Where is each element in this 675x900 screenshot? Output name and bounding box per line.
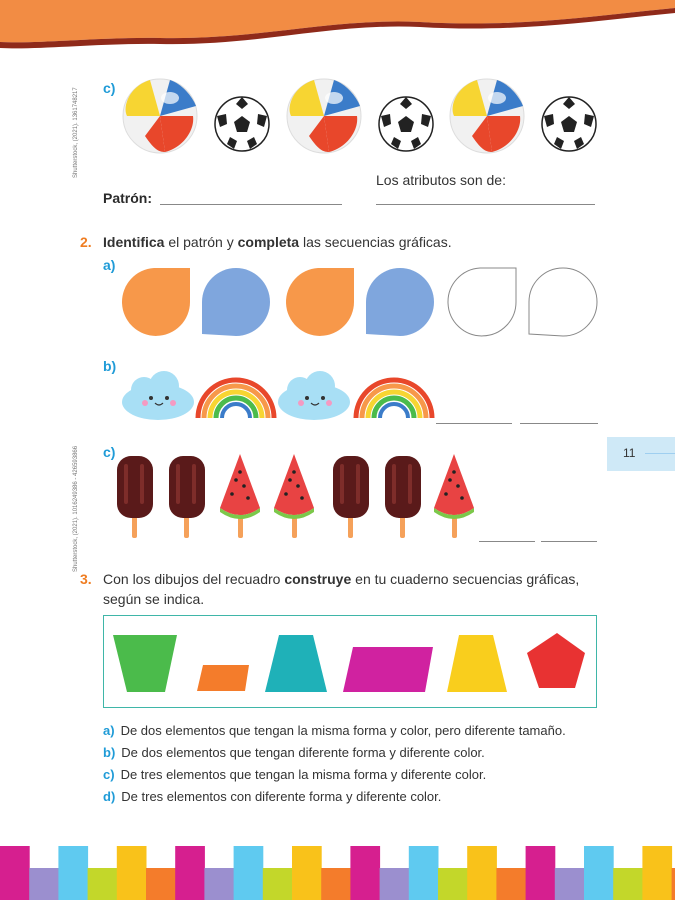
- stripe-block: [204, 868, 234, 900]
- rainbow-icon: [198, 380, 274, 418]
- teal-trapezoid-shape: [265, 635, 327, 692]
- q3-option-b-label: b): [103, 745, 116, 760]
- blue-drop-shape: [366, 268, 434, 336]
- q2-verb-identify: Identifica: [103, 234, 165, 250]
- attributes-label: Los atributos son de:: [376, 172, 506, 188]
- q3-option-a-text: De dos elementos que tengan la misma forma y color, pero diferente tamaño.: [120, 723, 566, 738]
- q3-line1: [103, 571, 579, 587]
- beach-ball-icon: [287, 79, 361, 153]
- balls-sequence: [118, 76, 608, 160]
- shapes-box: [103, 615, 597, 709]
- c-answer-line-1[interactable]: [479, 541, 535, 542]
- popsicle-sequence: [112, 450, 482, 545]
- beach-ball-icon: [123, 79, 197, 153]
- q3-option-b-text: De dos elementos que tengan diferente forma y diferente color.: [121, 745, 485, 760]
- stripe-block: [526, 846, 556, 900]
- stripe-block: [234, 846, 264, 900]
- chocolate-popsicle-icon: [385, 456, 421, 538]
- q3-option-d-text: De tres elementos con diferente forma y diferente color.: [121, 789, 442, 804]
- page-tab-line: [645, 453, 675, 454]
- q2-text-post: las secuencias gráficas.: [299, 234, 452, 250]
- red-pentagon-shape: [527, 633, 585, 688]
- top-banner: [0, 0, 675, 60]
- empty-drop-shape: [529, 268, 597, 336]
- q2-verb-complete: completa: [237, 234, 300, 250]
- cloud-rainbow-sequence: [118, 370, 598, 426]
- drops-sequence: [118, 266, 603, 338]
- stripe-block: [380, 868, 410, 900]
- q3-number: 3.: [80, 571, 92, 587]
- q3-text-pre: Con los dibujos del recuadro: [103, 571, 285, 587]
- stripe-block: [409, 846, 439, 900]
- pattern-answer-line[interactable]: [160, 204, 342, 205]
- q3-option-b: [103, 745, 485, 760]
- part-c-label: c): [103, 80, 116, 96]
- stripe-block: [321, 868, 351, 900]
- chocolate-popsicle-icon: [333, 456, 369, 538]
- q3-text-post: en tu cuaderno secuencias gráficas,: [351, 571, 580, 587]
- stripe-block: [555, 868, 585, 900]
- q3-option-c-text: De tres elementos que tengan la misma forma y diferente color.: [120, 767, 487, 782]
- stripe-block: [0, 846, 30, 900]
- q3-option-c-label: c): [103, 767, 115, 782]
- stripe-block: [117, 846, 147, 900]
- beach-ball-icon: [450, 79, 524, 153]
- stripe-block: [613, 868, 643, 900]
- stripe-block: [642, 846, 672, 900]
- soccer-ball-icon: [542, 97, 596, 151]
- b-answer-line-2[interactable]: [520, 423, 598, 424]
- b-answer-line-1[interactable]: [436, 423, 512, 424]
- watermelon-popsicle-icon: [274, 454, 314, 538]
- bottom-stripes: [0, 846, 675, 900]
- watermelon-popsicle-icon: [220, 454, 260, 538]
- cloud-icon: [278, 371, 350, 420]
- stripe-block: [263, 868, 293, 900]
- orange-drop-shape: [122, 268, 190, 336]
- stripe-block: [292, 846, 322, 900]
- q2-instruction: [103, 234, 452, 250]
- q2-b-label: b): [103, 358, 117, 374]
- q2-text-mid: el patrón y: [164, 234, 238, 250]
- credit-top: Shutterstock, (2021). 1361748217: [73, 87, 79, 178]
- stripe-block: [88, 868, 118, 900]
- stripe-block: [146, 868, 176, 900]
- q3-option-d-label: d): [103, 789, 116, 804]
- q3-option-a-label: a): [103, 723, 115, 738]
- chocolate-popsicle-icon: [117, 456, 153, 538]
- q3-option-a: [103, 723, 566, 738]
- empty-drop-shape: [448, 268, 516, 336]
- q2-c-label: c): [103, 444, 116, 460]
- magenta-parallelogram-shape: [343, 647, 433, 692]
- soccer-ball-icon: [215, 97, 269, 151]
- blue-drop-shape: [202, 268, 270, 336]
- orange-drop-shape: [286, 268, 354, 336]
- stripe-block: [29, 868, 59, 900]
- stripe-block: [496, 868, 526, 900]
- stripe-block: [58, 846, 88, 900]
- credit-bottom: Shutterstock, (2021). 1016249386 - 426593866: [73, 445, 79, 572]
- q2-a-label: a): [103, 257, 116, 273]
- rainbow-icon: [356, 380, 432, 418]
- page-number: 11: [623, 446, 636, 460]
- attributes-answer-line[interactable]: [376, 204, 595, 205]
- q3-option-d: [103, 789, 441, 804]
- cloud-icon: [122, 371, 194, 420]
- stripe-block: [467, 846, 497, 900]
- stripe-block: [175, 846, 205, 900]
- c-answer-line-2[interactable]: [541, 541, 597, 542]
- chocolate-popsicle-icon: [169, 456, 205, 538]
- page-tab: [607, 437, 675, 471]
- watermelon-popsicle-icon: [434, 454, 474, 538]
- soccer-ball-icon: [379, 97, 433, 151]
- q3-line2: según se indica.: [103, 591, 205, 607]
- stripe-block: [672, 868, 675, 900]
- q3-verb-build: construye: [284, 571, 352, 587]
- green-trapezoid-shape: [113, 635, 177, 692]
- stripe-block: [584, 846, 614, 900]
- q2-number: 2.: [80, 234, 92, 250]
- stripe-block: [350, 846, 380, 900]
- stripe-block: [438, 868, 468, 900]
- yellow-trapezoid-shape: [447, 635, 507, 692]
- pattern-label: Patrón:: [103, 190, 152, 206]
- orange-parallelogram-shape: [197, 665, 249, 691]
- q3-option-c: [103, 767, 486, 782]
